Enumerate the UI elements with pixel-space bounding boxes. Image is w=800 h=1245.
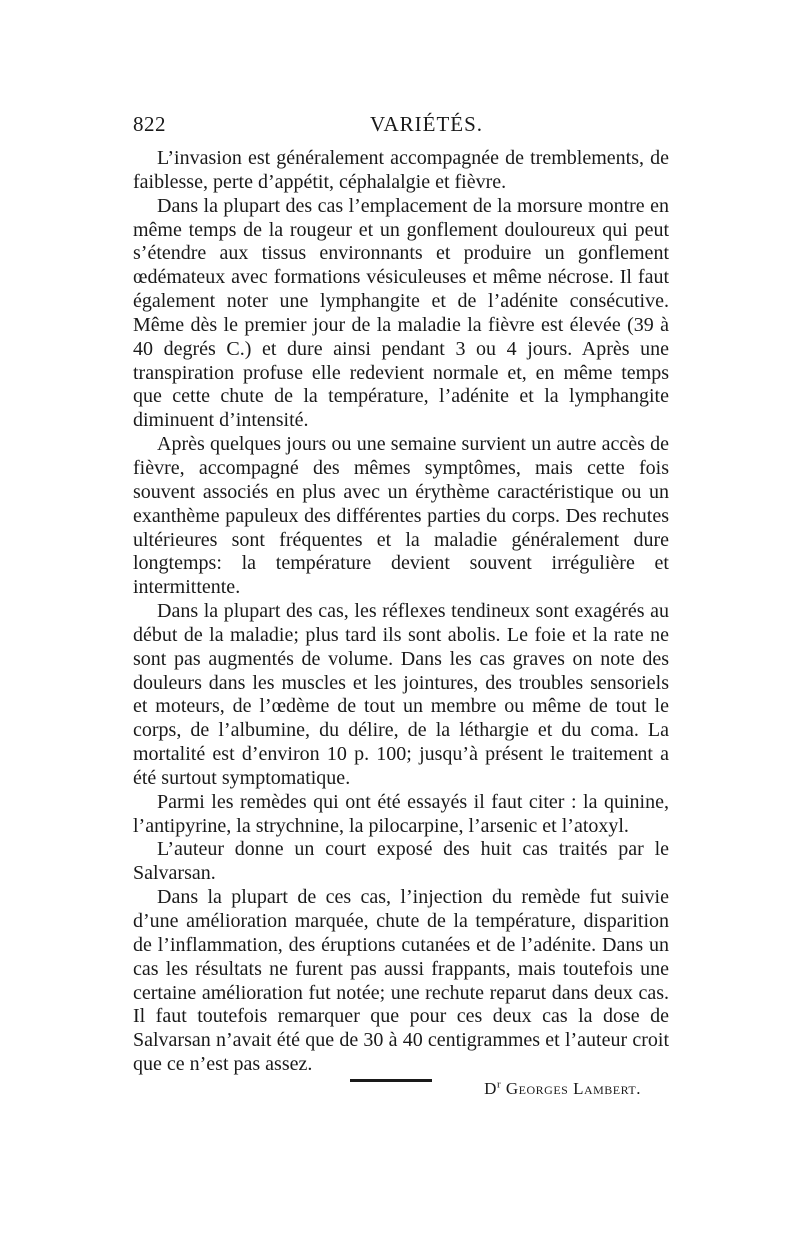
paragraph-invasion: L’invasion est généralement accompagnée de tremblements, de faiblesse, perte d’appétit, céphalalgie et fièvre. xyxy=(133,147,669,193)
running-head: VARIÉTÉS. xyxy=(370,112,484,136)
end-rule xyxy=(350,1079,432,1082)
page-number: 822 xyxy=(133,112,166,136)
paragraph-morsure: Dans la plupart des cas l’emplacement de la morsure montre en même temps de la rougeur et un gonflement douloureux qui peut s’étendre aux tissus environnants et produire un gonflement œdémateux avec formations vésiculeuses et même nécrose. Il faut également noter une lymphangite et de l’adénite consécutive. Même dès le premier jour de la maladie la fièvre est élevée (39 à 40 degrés C.) et dure ainsi pendant 3 ou 4 jours. Après une transpiration profuse elle redevient normale et, en même temps que cette chute de la température, l’adénite et la lymphangite diminuent d’intensité. xyxy=(133,194,669,432)
signature-title: D xyxy=(484,1078,497,1098)
signature-title-superscript: r xyxy=(496,1078,502,1091)
signature-name: Georges Lambert. xyxy=(505,1078,641,1098)
paragraph-reflexes: Dans la plupart des cas, les réflexes tendineux sont exagérés au début de la maladie; plus tard ils sont abolis. Le foie et la rate ne sont pas augmentés de volume. Dans les cas graves on note des douleurs dans les muscles et les jointures, des troubles sensoriels et moteurs, de l’œdème de tout un membre ou même de tout le corps, de l’albumine, du délire, de la léthargie et du coma. La mortalité est d’environ 10 p. 100; jusqu’à présent le traitement a été surtout symptomatique. xyxy=(133,600,669,789)
paragraph-remedes: Parmi les remèdes qui ont été essayés il faut citer : la quinine, l’antipyrine, la strychnine, la pilocarpine, l’arsenic et l’atoxyl. xyxy=(133,790,669,837)
paragraph-auteur: L’auteur donne un court exposé des huit cas traités par le Salvarsan. xyxy=(133,838,669,885)
paragraph-rechute: Après quelques jours ou une semaine survient un autre accès de fièvre, accompagné des mêmes symptômes, mais cette fois souvent associés en plus avec un érythème caractéristique ou un exanthème papuleux des différentes parties du corps. Des rechutes ultérieures sont fréquentes et la maladie généralement dure longtemps: la température devient souvent irrégulière et intermittente. xyxy=(133,433,669,599)
page-header xyxy=(133,112,665,142)
paragraph-salvarsan: Dans la plupart de ces cas, l’injection du remède fut suivie d’une amélioration marquée, chute de la température, disparition de l’inflammation, des éruptions cutanées et de l’adénite. Dans un cas les résultats ne furent pas aussi frappants, mais toutefois une certaine amélioration fut notée; une rechute reparut dans deux cas. Il faut toutefois remarquer que pour ces deux cas la dose de Salvarsan n’avait été que de 30 à 40 centigrammes et l’auteur croit que ce n’est pas assez. xyxy=(133,886,669,1076)
article-body xyxy=(133,147,669,1101)
